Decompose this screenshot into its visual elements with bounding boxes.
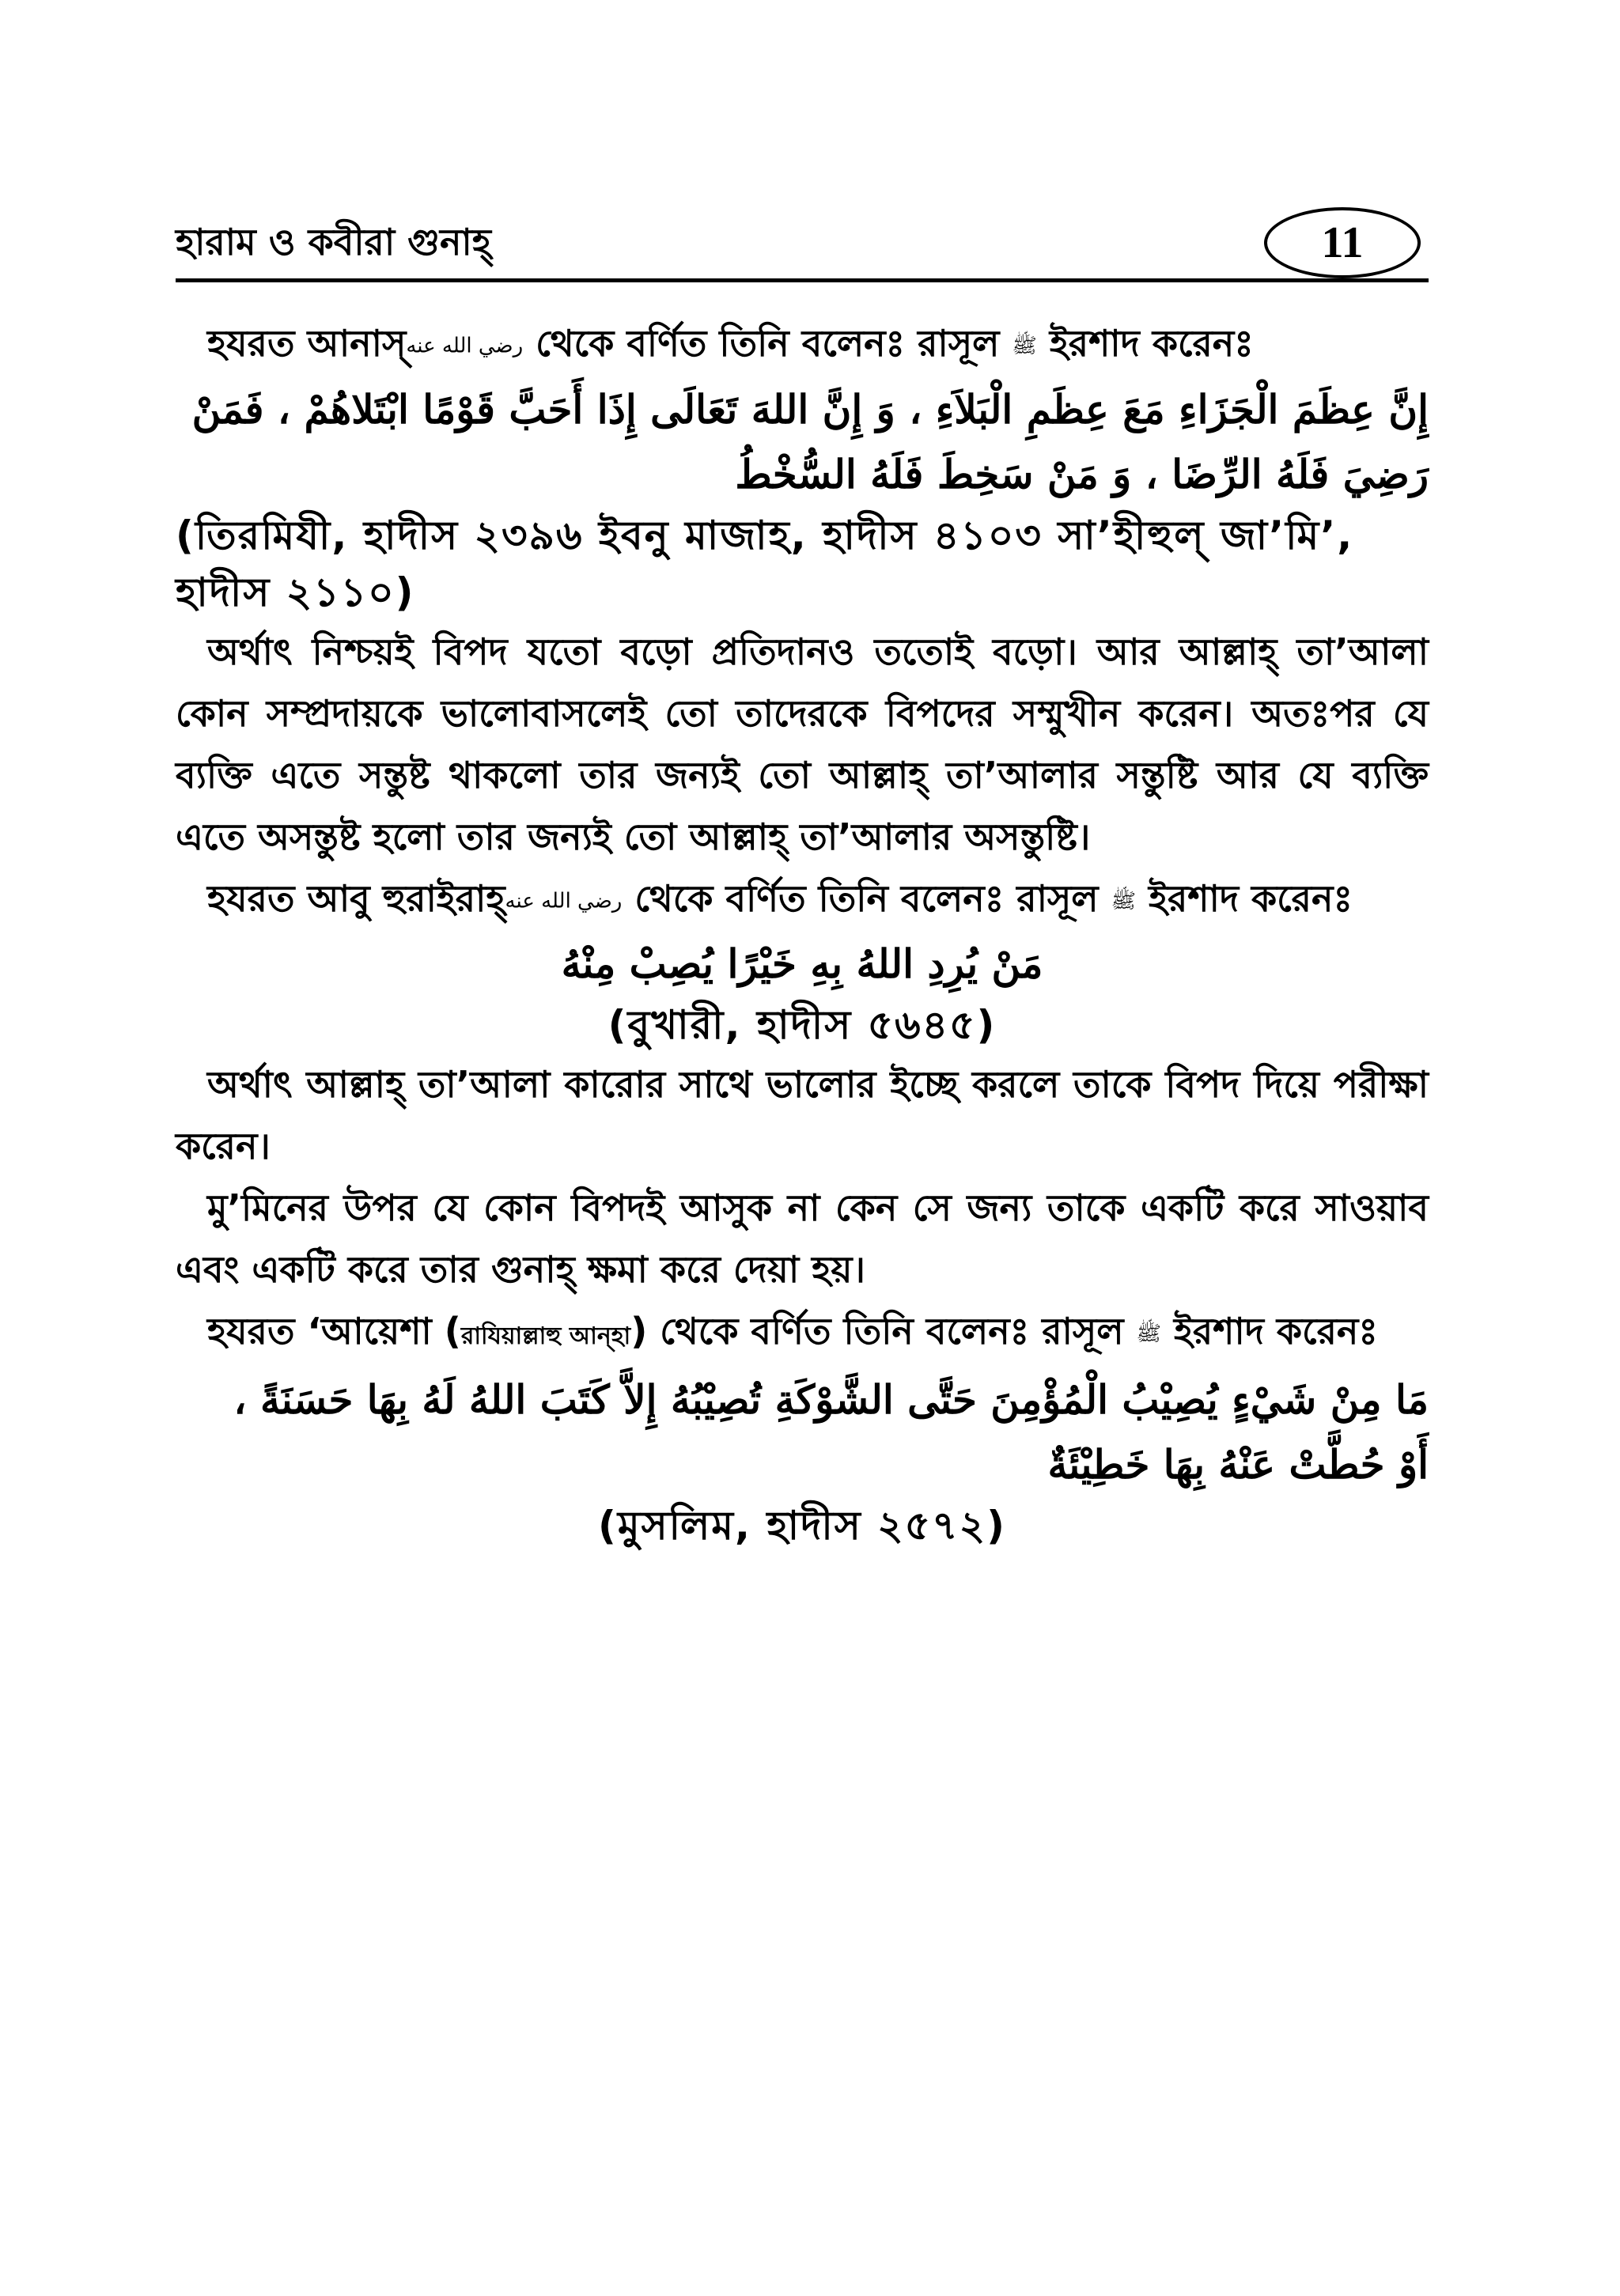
narration-text: থেকে বর্ণিত তিনি বলেনঃ রাসূল xyxy=(622,876,1111,920)
page-body xyxy=(176,312,1429,1554)
book-title: হারাম ও কবীরা গুনাহ্ xyxy=(176,221,491,263)
arabic-hadith-1-line-1: إِنَّ عِظَمَ الْجَزَاءِ مَعَ عِظَمِ الْبَلاَءِ ، وَ إِنَّ اللهَ تَعَالَى إِذَا أَحَبَّ قَوْمًا ابْتَلاهُمْ ، فَمَنْ xyxy=(191,385,1429,433)
narration-text: ) থেকে বর্ণিত তিনি বলেনঃ রাসূল xyxy=(630,1310,1137,1352)
narrator-name: হযরত আনাস্ xyxy=(207,322,407,365)
narrator-name: হযরত আবু হুরাইরাহ্ xyxy=(207,876,505,920)
narrator-name: হযরত ‘আয়েশা ( xyxy=(207,1310,461,1352)
explanation-paragraph: মু’মিনের উপর যে কোন বিপদই আসুক না কেন সে জন্য তাকে একটি করে সাওয়াব এবং একটি করে তার গুনাহ্ ক্ষমা করে দেয়া হয়। xyxy=(176,1186,1429,1291)
arabic-hadith-1-line-2: رَضِيَ فَلَهُ الرِّضَا ، وَ مَنْ سَخِطَ فَلَهُ السُّخْطُ xyxy=(735,450,1429,497)
arabic-hadith-2: مَنْ يُرِدِ اللهُ بِهِ خَيْرًا يُصِبْ مِنْهُ xyxy=(561,940,1043,987)
arabic-hadith-3-line-2: أَوْ حُطَّتْ عَنْهُ بِهَا خَطِيْئَةٌ xyxy=(1047,1441,1429,1488)
translation-paragraph-2: অর্থাৎ আল্লাহ্ তা’আলা কারোর সাথে ভালোর ইচ্ছে করলে তাকে বিপদ দিয়ে পরীক্ষা করেন। xyxy=(176,1063,1429,1167)
narration-text-end: ইরশাদ করেনঃ xyxy=(1036,322,1254,365)
narration-text-end: ইরশাদ করেনঃ xyxy=(1160,1310,1378,1352)
header-divider xyxy=(176,278,1429,282)
narration-text-end: ইরশাদ করেনঃ xyxy=(1136,876,1353,920)
page-header xyxy=(176,207,1429,278)
salallahu-alaihi-wasallam-honorific: ﷺ xyxy=(1012,334,1037,358)
reference-2: (বুখারী, হাদীস ৫৬৪৫) xyxy=(608,1002,997,1048)
page-number-badge: 11 xyxy=(1264,207,1421,278)
narration-abu-hurairah xyxy=(176,868,1429,932)
radiyallahu-anhu-honorific: رضي الله عنه xyxy=(505,889,623,913)
reference-1: (তিরমিযী, হাদীস ২৩৯৬ ইবনু মাজাহ, হাদীস ৪১০৩ সা’হীহুল্ জা’মি’, হাদীস ২১১০) xyxy=(176,512,1354,615)
reference-3: (মুসলিম, হাদীস ২৫৭২) xyxy=(598,1503,1006,1549)
salallahu-alaihi-wasallam-honorific: ﷺ xyxy=(1111,889,1137,913)
radiyallahu-anha-honorific: রাযিয়াল্লাহু আন্হা xyxy=(460,1322,631,1350)
translation-paragraph-1: অর্থাৎ নিশ্চয়ই বিপদ যতো বড়ো প্রতিদানও ততোই বড়ো। আর আল্লাহ্ তা’আলা কোন সম্প্রদায়কে ভালোবাসলেই তো তাদেরকে বিপদের সম্মুখীন করেন। অতঃপর যে ব্যক্তি এতে সন্তুষ্ট থাকলো তার জন্যই তো আল্লাহ্ তা’আলার সন্তুষ্টি আর যে ব্যক্তি এতে অসন্তুষ্ট হলো তার জন্যই তো আল্লাহ্ তা’আলার অসন্তুষ্টি। xyxy=(176,630,1429,858)
arabic-hadith-3-line-1: مَا مِنْ شَيْءٍ يُصِيْبُ الْمُؤْمِنَ حَتَّى الشَّوْكَةِ تُصِيْبُهُ إِلاَّ كَتَبَ اللهُ لَهُ بِهَا حَسَنَةً ، xyxy=(233,1376,1429,1423)
narration-anas xyxy=(176,312,1429,377)
radiyallahu-anhu-honorific: رضي الله عنه xyxy=(406,334,524,358)
salallahu-alaihi-wasallam-honorific: ﷺ xyxy=(1136,1322,1161,1346)
narration-aisha xyxy=(176,1300,1429,1367)
narration-text: থেকে বর্ণিত তিনি বলেনঃ রাসূল xyxy=(523,322,1012,365)
